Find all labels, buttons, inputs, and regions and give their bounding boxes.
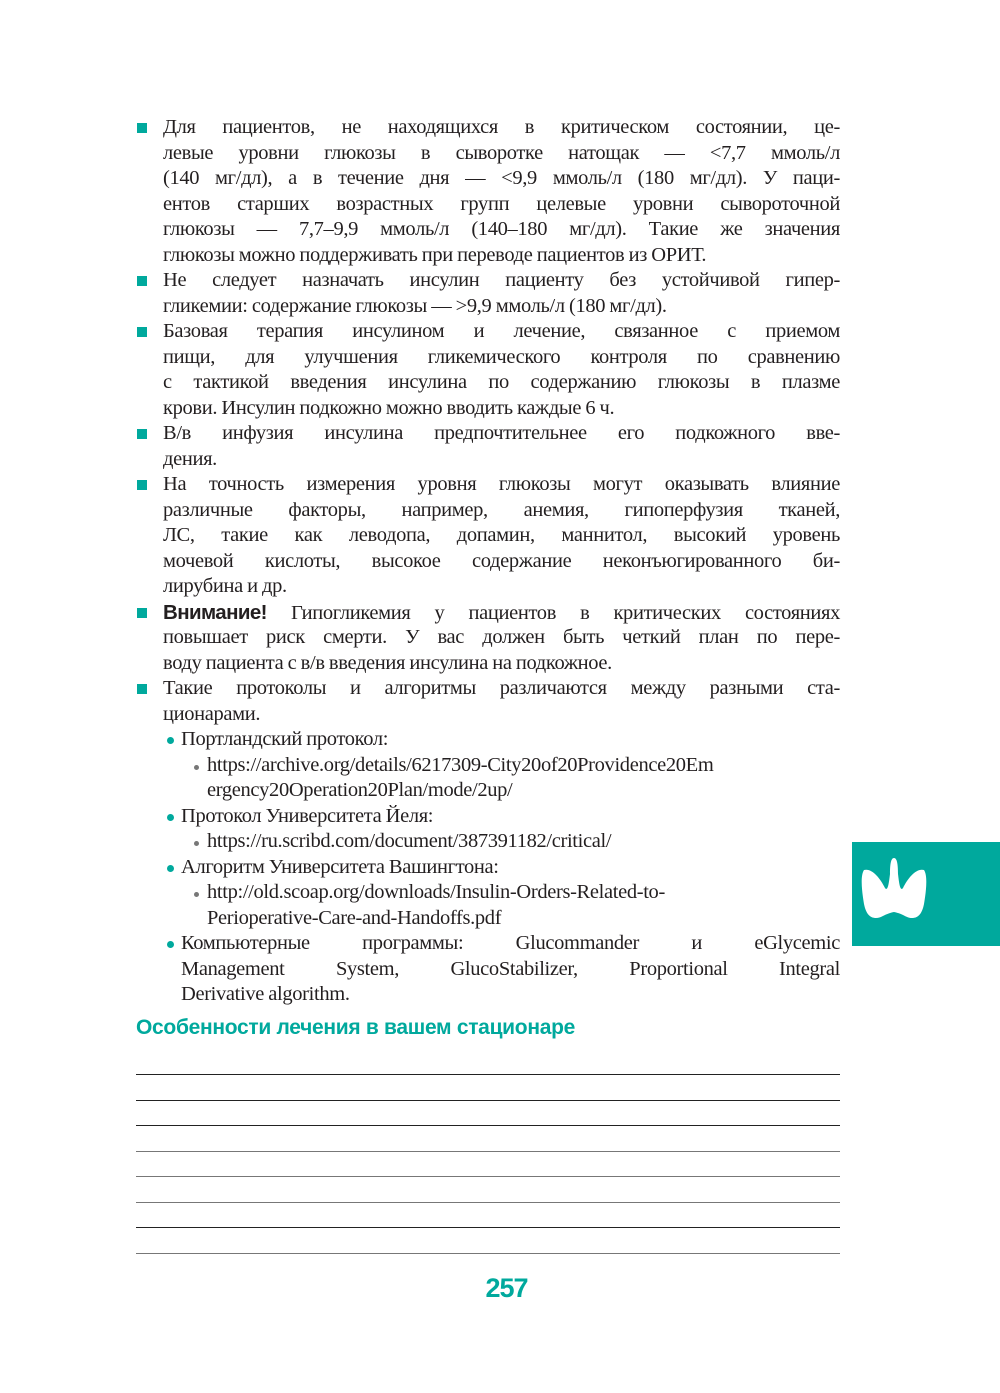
text-line: дения.: [163, 447, 217, 470]
dot-bullet-icon: [167, 814, 174, 821]
bullet-item: [137, 676, 840, 727]
url-line[interactable]: https://ru.scribd.com/document/387391182/critical/: [207, 830, 612, 852]
small-bullet-icon: [194, 892, 199, 897]
thyroid-icon: [852, 842, 1000, 946]
body-text: [137, 115, 840, 1008]
small-bullet-icon: [194, 765, 199, 770]
text-line: глюкозы можно поддерживать при переводе пациентов из ОРИТ.: [163, 243, 707, 266]
text-line: левые уровни глюкозы в сыворотке натощак — <7,7 ммоль/л: [163, 141, 840, 164]
text-line: Компьютерные программы: Glucommander и eGlycemic: [181, 932, 840, 954]
text-line: ентов старших возрастных групп целевые уровни сывороточной: [163, 192, 840, 215]
square-bullet-icon: [137, 429, 147, 439]
text-line: повышает риск смерти. У вас должен быть четкий план по пере-: [163, 626, 840, 648]
text-line: различные факторы, например, анемия, гипоперфузия тканей,: [163, 498, 840, 521]
text-line: Для пациентов, не находящихся в критическом состоянии, це-: [163, 116, 840, 138]
url-line[interactable]: http://old.scoap.org/downloads/Insulin-Orders-Related-to-: [207, 881, 665, 903]
text-line: крови. Инсулин подкожно можно вводить каждые 6 ч.: [163, 396, 615, 419]
text-line: Derivative algorithm.: [181, 983, 350, 1005]
bullet-item: [137, 472, 840, 600]
text-line: воду пациента с в/в введения инсулина на подкожное.: [163, 651, 612, 674]
text-line: ЛС, такие как леводопа, допамин, маннитол, высокий уровень: [163, 524, 840, 546]
link-item[interactable]: [137, 753, 840, 804]
bullet-item: [137, 268, 840, 319]
text-line: Management System, GlucoStabilizer, Proportional Integral: [181, 957, 840, 980]
square-bullet-icon: [137, 327, 147, 337]
text-line: Базовая терапия инсулином и лечение, связанное с приемом: [163, 320, 840, 342]
sub-bullet-item: [137, 855, 840, 881]
square-bullet-icon: [137, 608, 147, 618]
text-line: На точность измерения уровня глюкозы могут оказывать влияние: [163, 473, 840, 495]
square-bullet-icon: [137, 684, 147, 694]
writing-line: [136, 1176, 840, 1177]
bullet-item: [137, 115, 840, 268]
text-line: Портландский протокол:: [181, 728, 389, 750]
url-line[interactable]: Perioperative-Care-and-Handoffs.pdf: [207, 906, 502, 929]
writing-line: [136, 1227, 840, 1228]
writing-line: [136, 1202, 840, 1203]
text-line: гликемии: содержание глюкозы — >9,9 ммоль/л (180 мг/дл).: [163, 294, 667, 317]
bullet-item: [137, 600, 840, 677]
text-line: (140 мг/дл), а в течение дня — <9,9 ммоль/л (180 мг/дл). У паци-: [163, 167, 840, 189]
text-line: лирубина и др.: [163, 575, 287, 597]
writing-line: [136, 1100, 840, 1101]
writing-line: [136, 1074, 840, 1075]
text-line: глюкозы — 7,7–9,9 ммоль/л (140–180 мг/дл). Такие же значения: [163, 218, 840, 240]
sub-bullet-item: [137, 931, 840, 1008]
dot-bullet-icon: [167, 941, 174, 948]
square-bullet-icon: [137, 480, 147, 490]
url-line[interactable]: https://archive.org/details/6217309-City20of20Providence20Em: [207, 753, 714, 776]
writing-line: [136, 1151, 840, 1152]
text-line: Протокол Университета Йеля:: [181, 804, 434, 827]
text-line: Не следует назначать инсулин пациенту без устойчивой гипер-: [163, 269, 840, 291]
text-line: Алгоритм Университета Вашингтона:: [181, 855, 499, 878]
text-line: с тактикой введения инсулина по содержанию глюкозы в плазме: [163, 371, 840, 393]
text-line: пищи, для улучшения гликемического контроля по сравнению: [163, 345, 840, 368]
text-line: мочевой кислоты, высокое содержание неконъюгированного би-: [163, 549, 840, 572]
link-item[interactable]: [137, 880, 840, 931]
text-line: ционарами.: [163, 702, 261, 725]
section-heading: Особенности лечения в вашем стационаре: [136, 1016, 575, 1039]
square-bullet-icon: [137, 276, 147, 286]
small-bullet-icon: [194, 841, 199, 846]
writing-line: [136, 1253, 840, 1254]
writing-line: [136, 1125, 840, 1126]
dot-bullet-icon: [167, 865, 174, 872]
dot-bullet-icon: [167, 737, 174, 744]
page-number: 257: [485, 1273, 528, 1303]
url-line[interactable]: ergency20Operation20Plan/mode/2up/: [207, 779, 513, 801]
warning-label: Внимание!: [163, 600, 267, 624]
bullet-item: [137, 421, 840, 472]
text-line: В/в инфузия инсулина предпочтительнее его подкожного вве-: [163, 422, 840, 444]
chapter-tab: [852, 842, 1000, 946]
sub-bullet-item: [137, 804, 840, 830]
sub-bullet-item: [137, 727, 840, 753]
text-span: Гипогликемия у пациентов в критических состояниях: [266, 601, 840, 624]
square-bullet-icon: [137, 123, 147, 133]
text-line: [163, 600, 840, 626]
bullet-item: [137, 319, 840, 421]
text-line: Такие протоколы и алгоритмы различаются между разными ста-: [163, 677, 840, 699]
link-item[interactable]: [137, 829, 840, 855]
